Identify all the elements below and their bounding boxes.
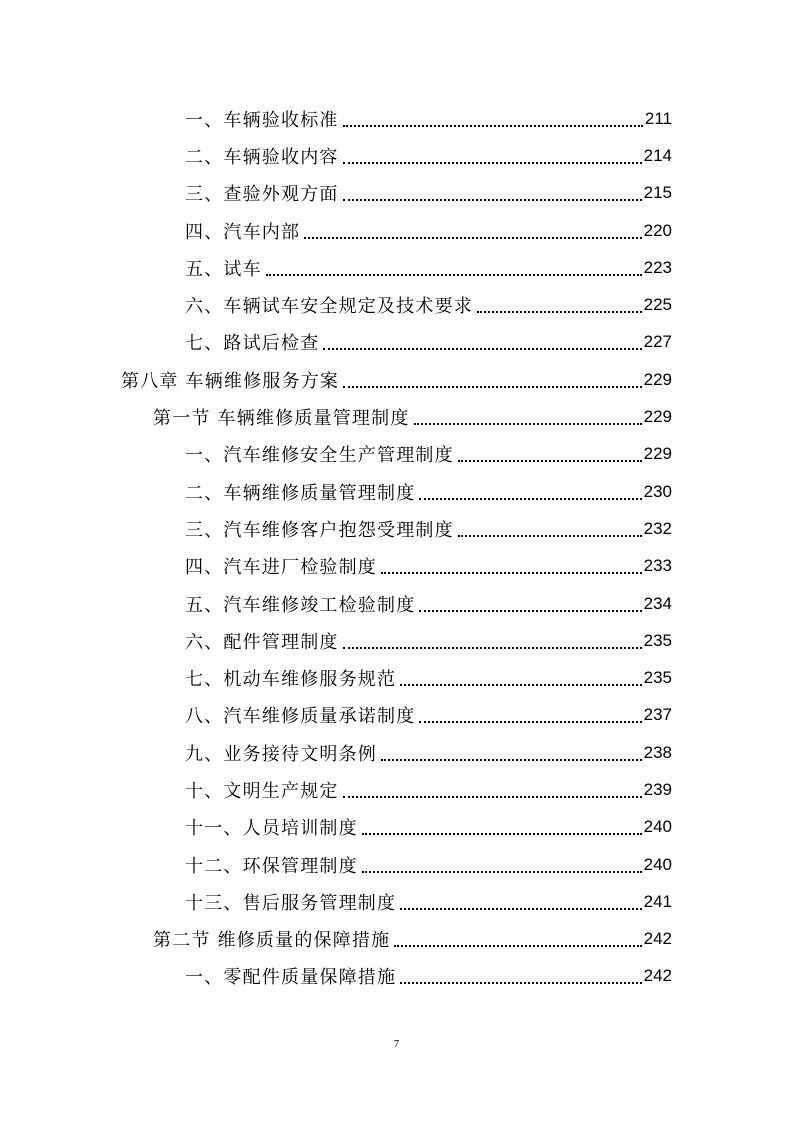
toc-entry[interactable] bbox=[0, 361, 793, 398]
toc-dot-leader bbox=[458, 535, 642, 537]
toc-entry[interactable] bbox=[0, 809, 793, 846]
toc-entry-page: 242 bbox=[643, 966, 672, 986]
toc-entry[interactable] bbox=[0, 697, 793, 734]
table-of-contents bbox=[0, 100, 793, 995]
toc-entry-page: 237 bbox=[643, 705, 672, 725]
toc-entry[interactable] bbox=[0, 585, 793, 622]
toc-dot-leader bbox=[343, 162, 642, 164]
toc-entry-page: 229 bbox=[643, 407, 672, 427]
toc-entry-title: 八、汽车维修质量承诺制度 bbox=[185, 706, 416, 728]
toc-entry[interactable] bbox=[0, 921, 793, 958]
toc-entry[interactable] bbox=[0, 510, 793, 547]
toc-entry-page: 238 bbox=[643, 742, 672, 762]
toc-entry-title: 六、车辆试车安全规定及技术要求 bbox=[185, 296, 473, 318]
toc-entry[interactable] bbox=[0, 137, 793, 174]
toc-dot-leader bbox=[381, 572, 642, 574]
toc-entry-page: 229 bbox=[643, 444, 672, 464]
toc-dot-leader bbox=[419, 610, 641, 612]
toc-entry-title: 四、汽车内部 bbox=[185, 221, 301, 243]
toc-entry-title: 五、汽车维修竣工检验制度 bbox=[185, 594, 416, 616]
toc-dot-leader bbox=[419, 721, 641, 723]
toc-dot-leader bbox=[343, 796, 642, 798]
toc-dot-leader bbox=[419, 498, 641, 500]
toc-entry-page: 223 bbox=[643, 257, 672, 277]
toc-entry[interactable] bbox=[0, 249, 793, 286]
toc-entry-page: 211 bbox=[644, 108, 672, 128]
toc-entry-title: 第八章 车辆维修服务方案 bbox=[121, 370, 340, 392]
toc-dot-leader bbox=[400, 982, 641, 984]
toc-entry[interactable] bbox=[0, 771, 793, 808]
toc-dot-leader bbox=[477, 311, 642, 313]
toc-entry[interactable] bbox=[0, 622, 793, 659]
toc-entry-page: 242 bbox=[643, 929, 672, 949]
toc-entry[interactable] bbox=[0, 846, 793, 883]
toc-entry-page: 233 bbox=[643, 556, 672, 576]
toc-entry-page: 234 bbox=[643, 593, 672, 613]
toc-dot-leader bbox=[394, 945, 641, 947]
toc-entry-page: 235 bbox=[643, 668, 672, 688]
toc-entry-page: 230 bbox=[643, 481, 672, 501]
toc-entry-page: 240 bbox=[643, 854, 672, 874]
toc-entry[interactable] bbox=[0, 659, 793, 696]
toc-entry[interactable] bbox=[0, 958, 793, 995]
toc-dot-leader bbox=[400, 908, 641, 910]
toc-entry[interactable] bbox=[0, 100, 793, 137]
toc-dot-leader bbox=[266, 274, 642, 276]
toc-entry[interactable] bbox=[0, 883, 793, 920]
toc-entry-title: 一、零配件质量保障措施 bbox=[185, 967, 397, 989]
toc-dot-leader bbox=[304, 237, 641, 239]
toc-entry-page: 241 bbox=[643, 891, 672, 911]
toc-entry-page: 235 bbox=[643, 630, 672, 650]
toc-entry-title: 一、汽车维修安全生产管理制度 bbox=[185, 445, 454, 467]
toc-entry-title: 四、汽车进厂检验制度 bbox=[185, 557, 377, 579]
toc-entry-title: 三、查验外观方面 bbox=[185, 184, 339, 206]
toc-entry-title: 十一、人员培训制度 bbox=[185, 818, 358, 840]
toc-entry-title: 六、配件管理制度 bbox=[185, 631, 339, 653]
toc-dot-leader bbox=[343, 647, 642, 649]
toc-entry-title: 第二节 维修质量的保障措施 bbox=[153, 930, 391, 952]
toc-entry[interactable] bbox=[0, 436, 793, 473]
page-number: 7 bbox=[393, 1038, 400, 1050]
toc-entry-title: 五、试车 bbox=[185, 258, 262, 280]
toc-entry[interactable] bbox=[0, 286, 793, 323]
toc-entry-title: 第一节 车辆维修质量管理制度 bbox=[153, 408, 410, 430]
toc-entry-page: 239 bbox=[643, 779, 672, 799]
toc-entry-title: 三、汽车维修客户抱怨受理制度 bbox=[185, 519, 454, 541]
toc-entry[interactable] bbox=[0, 734, 793, 771]
toc-entry[interactable] bbox=[0, 398, 793, 435]
toc-dot-leader bbox=[343, 125, 643, 127]
toc-entry-title: 二、车辆验收内容 bbox=[185, 146, 339, 168]
toc-dot-leader bbox=[381, 759, 642, 761]
toc-entry-title: 二、车辆维修质量管理制度 bbox=[185, 482, 416, 504]
toc-entry[interactable] bbox=[0, 324, 793, 361]
toc-entry-page: 227 bbox=[643, 332, 672, 352]
toc-entry-page: 220 bbox=[643, 220, 672, 240]
toc-dot-leader bbox=[343, 386, 642, 388]
toc-entry-page: 214 bbox=[643, 145, 672, 165]
toc-entry[interactable] bbox=[0, 212, 793, 249]
toc-entry-page: 229 bbox=[643, 369, 672, 389]
toc-entry-page: 240 bbox=[643, 817, 672, 837]
toc-entry-title: 一、车辆验收标准 bbox=[185, 109, 339, 131]
toc-entry-title: 九、业务接待文明条例 bbox=[185, 743, 377, 765]
toc-entry[interactable] bbox=[0, 175, 793, 212]
toc-dot-leader bbox=[323, 348, 641, 350]
toc-dot-leader bbox=[362, 833, 642, 835]
toc-entry-page: 225 bbox=[643, 295, 672, 315]
toc-entry-page: 232 bbox=[643, 518, 672, 538]
toc-entry-title: 十三、售后服务管理制度 bbox=[185, 892, 397, 914]
toc-entry-page: 215 bbox=[643, 183, 672, 203]
toc-dot-leader bbox=[400, 684, 641, 686]
toc-entry-title: 七、机动车维修服务规范 bbox=[185, 669, 397, 691]
toc-entry-title: 十二、环保管理制度 bbox=[185, 855, 358, 877]
toc-dot-leader bbox=[414, 423, 642, 425]
toc-dot-leader bbox=[362, 871, 642, 873]
toc-entry[interactable] bbox=[0, 548, 793, 585]
toc-entry[interactable] bbox=[0, 473, 793, 510]
toc-dot-leader bbox=[458, 460, 642, 462]
toc-dot-leader bbox=[343, 199, 642, 201]
toc-entry-title: 十、文明生产规定 bbox=[185, 780, 339, 802]
toc-entry-title: 七、路试后检查 bbox=[185, 333, 320, 355]
